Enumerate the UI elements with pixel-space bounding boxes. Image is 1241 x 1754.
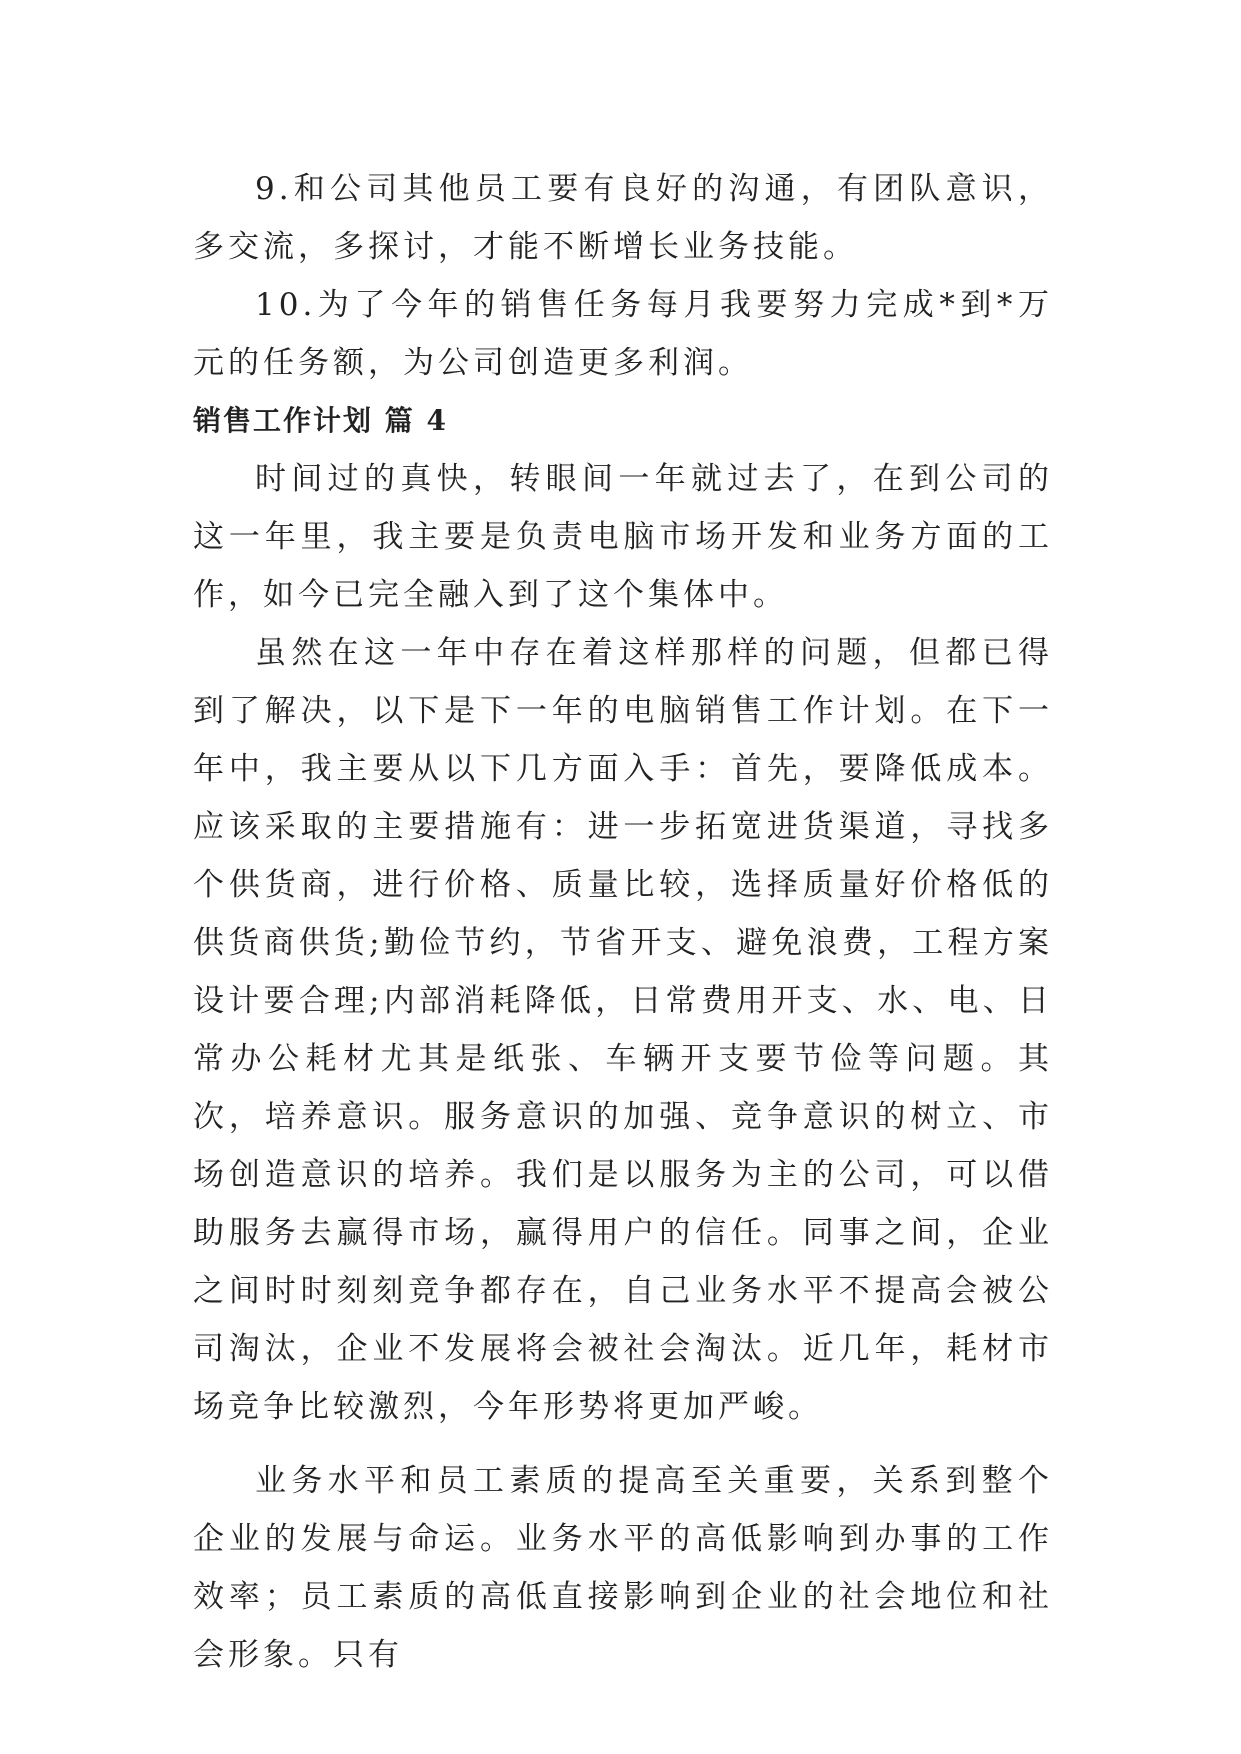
paragraph-spacer — [193, 1436, 1053, 1452]
paragraph-quality: 业务水平和员工素质的提高至关重要，关系到整个企业的发展与命运。业务水平的高低影响到办事的工作效率；员工素质的高低直接影响到企业的社会地位和社会形象。只有 — [193, 1463, 1053, 1673]
section-title: 销售工作计划 篇 4 — [193, 404, 448, 437]
paragraph-item-10: 10.为了今年的销售任务每月我要努力完成*到*万元的任务额，为公司创造更多利润。 — [193, 287, 1053, 381]
document-page — [193, 160, 1053, 1684]
paragraph-intro: 时间过的真快，转眼间一年就过去了，在到公司的这一年里，我主要是负责电脑市场开发和业务方面的工作，如今已完全融入到了这个集体中。 — [193, 461, 1053, 613]
paragraph-item-9: 9.和公司其他员工要有良好的沟通，有团队意识，多交流，多探讨，才能不断增长业务技能。 — [193, 171, 1053, 265]
paragraph-plan-details: 虽然在这一年中存在着这样那样的问题，但都已得到了解决，以下是下一年的电脑销售工作计划。在下一年中，我主要从以下几方面入手：首先，要降低成本。应该采取的主要措施有：进一步拓宽进货渠道，寻找多个供货商，进行价格、质量比较，选择质量好价格低的供货商供货;勤俭节约，节省开支、避免浪费，工程方案设计要合理;内部消耗降低，日常费用开支、水、电、日常办公耗材尤其是纸张、车辆开支要节俭等问题。其次，培养意识。服务意识的加强、竞争意识的树立、市场创造意识的培养。我们是以服务为主的公司，可以借助服务去赢得市场，赢得用户的信任。同事之间，企业之间时时刻刻竞争都存在，自己业务水平不提高会被公司淘汰，企业不发展将会被社会淘汰。近几年，耗材市场竞争比较激烈，今年形势将更加严峻。 — [193, 635, 1053, 1425]
